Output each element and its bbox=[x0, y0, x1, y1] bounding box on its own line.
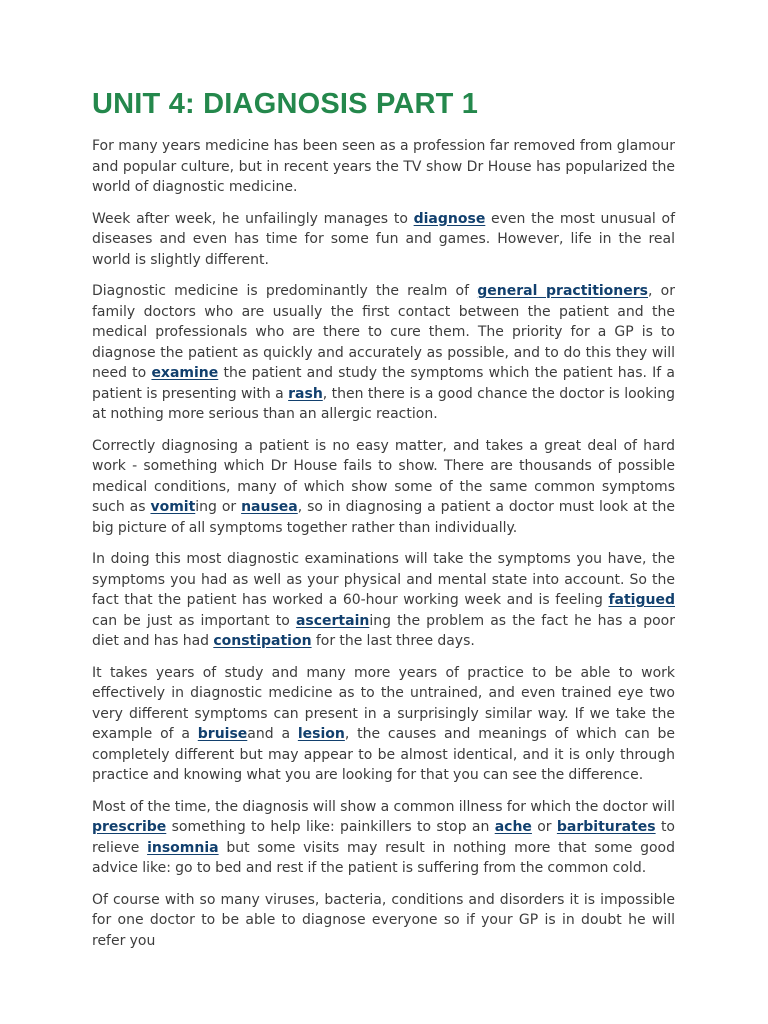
paragraph-text: Most of the time, the diagnosis will show a common illness for which the doctor will bbox=[92, 798, 675, 815]
paragraph-text: , or family doctors who are usually the first contact between the patient and the medical professionals who are there to cure them. The priority for a GP is to diagnose the patient as quickly and accurately as possible, and to do this they will need to bbox=[92, 283, 675, 381]
glossary-link-general-practitioners[interactable]: general practitioners bbox=[477, 283, 649, 299]
paragraph-text: and a bbox=[247, 726, 298, 742]
paragraph bbox=[92, 209, 675, 271]
document-page bbox=[92, 86, 675, 962]
glossary-link-diagnose[interactable]: diagnose bbox=[413, 210, 486, 227]
paragraph-text: ing the problem as the fact he has a poor diet and has had bbox=[92, 612, 676, 649]
paragraph-text: For many years medicine has been seen as a profession far removed from glamour and popular culture, but in recent years the TV show Dr House has popularized the world of diagnostic medicine. bbox=[92, 138, 675, 195]
paragraph bbox=[92, 136, 675, 198]
paragraph-text: even the most unusual of diseases and even has time for some fun and games. However, life in the real world is slightly different. bbox=[92, 210, 675, 268]
document-body bbox=[92, 136, 675, 951]
glossary-link-rash[interactable]: rash bbox=[288, 385, 323, 402]
glossary-link-ache[interactable]: ache bbox=[494, 819, 532, 835]
glossary-link-fatigued[interactable]: fatigued bbox=[608, 592, 675, 608]
paragraph bbox=[92, 549, 675, 652]
paragraph-text: , then there is a good chance the doctor is looking at nothing more serious than an allergic reaction. bbox=[92, 385, 675, 422]
page-title: UNIT 4: DIAGNOSIS PART 1 bbox=[92, 88, 479, 120]
glossary-link-examine[interactable]: examine bbox=[151, 365, 219, 381]
paragraph bbox=[92, 797, 675, 879]
glossary-link-barbiturates[interactable]: barbiturates bbox=[556, 819, 656, 835]
paragraph-text: but some visits may result in nothing more that some good advice like: go to bed and rest if the patient is suffering from the common cold. bbox=[92, 839, 675, 876]
paragraph-text: ing or bbox=[195, 499, 242, 515]
glossary-link-nausea[interactable]: nausea bbox=[241, 499, 298, 515]
glossary-link-insomnia[interactable]: insomnia bbox=[147, 839, 219, 856]
glossary-link-vomit[interactable]: vomit bbox=[150, 499, 196, 515]
paragraph-text: Correctly diagnosing a patient is no easy matter, and takes a great deal of hard work - something which Dr House fails to show. There are thousands of possible medical conditions, many of which show some of the same common symptoms such as bbox=[92, 437, 675, 515]
paragraph-text: Diagnostic medicine is predominantly the realm of bbox=[92, 283, 478, 299]
paragraph bbox=[92, 663, 675, 786]
paragraph-text: It takes years of study and many more years of practice to be able to work effectively in diagnostic medicine as to the untrained, and even trained eye two very different symptoms can present in a surprisingly similar way. If we take the example of a bbox=[92, 664, 675, 742]
glossary-link-bruise[interactable]: bruise bbox=[197, 726, 248, 742]
paragraph-text: for the last three days. bbox=[311, 633, 475, 649]
paragraph bbox=[92, 281, 675, 425]
paragraph-text: or bbox=[531, 819, 557, 835]
glossary-link-prescribe[interactable]: prescribe bbox=[92, 819, 167, 835]
paragraph-text: can be just as important to bbox=[92, 612, 296, 629]
paragraph-text: , the causes and meanings of which can be completely different but may appear to be almost identical, and it is only through practice and knowing what you are looking for that you can see the difference. bbox=[92, 726, 676, 783]
paragraph-text: the patient and study the symptoms which the patient has. If a patient is presenting with a bbox=[92, 365, 675, 402]
paragraph-text: , so in diagnosing a patient a doctor must look at the big picture of all symptoms together rather than individually. bbox=[92, 499, 675, 536]
paragraph-text: In doing this most diagnostic examinations will take the symptoms you have, the symptoms you had as well as your physical and mental state into account. So the fact that the patient has worked a 60-hour working week and is feeling bbox=[92, 551, 675, 608]
paragraph bbox=[92, 436, 675, 539]
paragraph-text: to relieve bbox=[92, 819, 675, 856]
glossary-link-ascertain[interactable]: ascertain bbox=[295, 612, 370, 629]
paragraph-text: Of course with so many viruses, bacteria, conditions and disorders it is impossible for one doctor to be able to diagnose everyone so if your GP is in doubt he will refer you bbox=[92, 891, 675, 949]
glossary-link-constipation[interactable]: constipation bbox=[213, 633, 312, 649]
paragraph bbox=[92, 890, 675, 952]
paragraph-text: something to help like: painkillers to stop an bbox=[166, 819, 495, 835]
paragraph-text: Week after week, he unfailingly manages to bbox=[92, 210, 414, 227]
glossary-link-lesion[interactable]: lesion bbox=[297, 726, 345, 742]
